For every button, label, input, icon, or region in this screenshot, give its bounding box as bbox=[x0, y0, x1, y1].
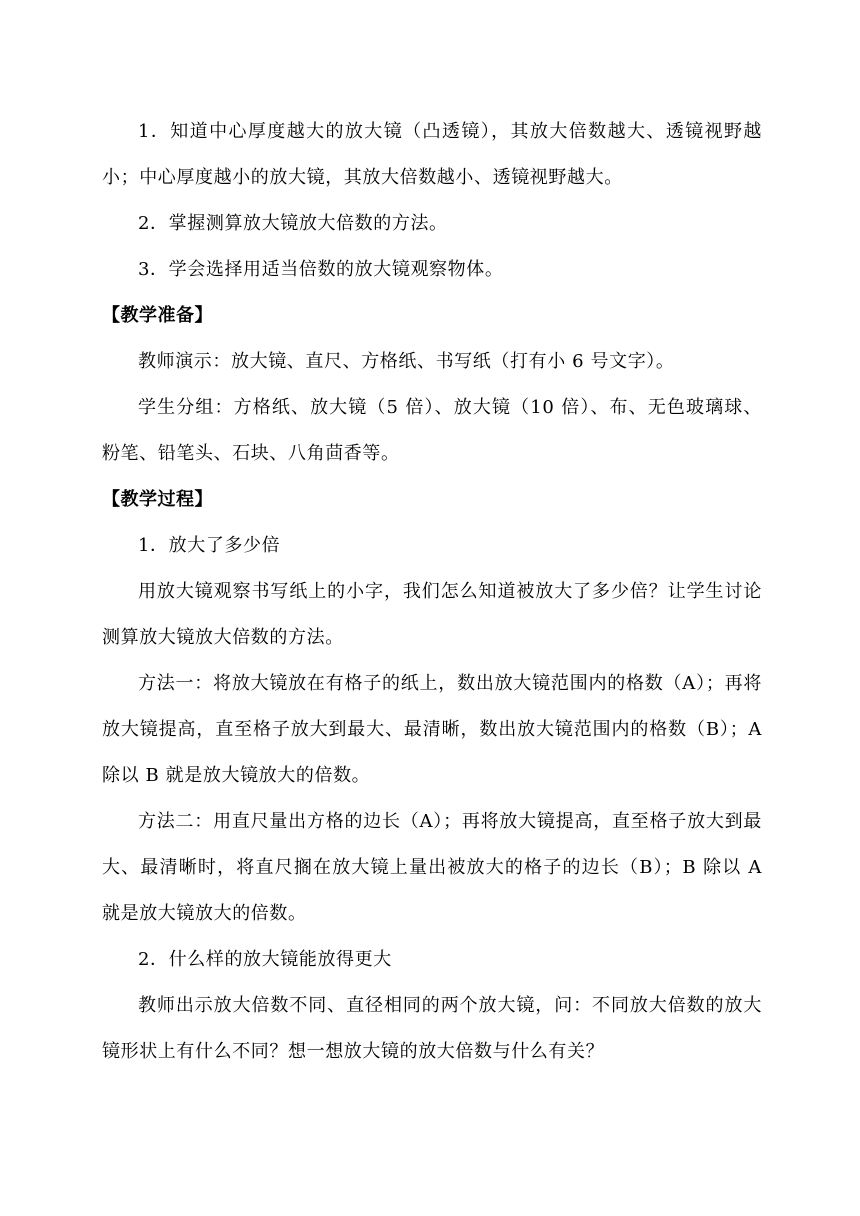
document-body bbox=[102, 109, 762, 1075]
objective-3: 3．学会选择用适当倍数的放大镜观察物体。 bbox=[138, 259, 504, 280]
preparation-heading: 【教学准备】 bbox=[102, 305, 213, 326]
process-heading: 【教学过程】 bbox=[102, 489, 213, 510]
teacher-demo-materials: 教师演示：放大镜、直尺、方格纸、书写纸（打有小 6 号文字）。 bbox=[138, 351, 675, 372]
step-2-text: 教师出示放大倍数不同、直径相同的两个放大镜，问：不同放大倍数的放大镜形状上有什么不同？想一想放大镜的放大倍数与什么有关？ bbox=[102, 995, 762, 1062]
student-group-materials: 学生分组：方格纸、放大镜（5 倍）、放大镜（10 倍）、布、无色玻璃球、粉笔、铅笔头、石块、八角茴香等。 bbox=[102, 397, 762, 464]
step-2-title: 2．什么样的放大镜能放得更大 bbox=[138, 949, 392, 970]
step-1-intro: 用放大镜观察书写纸上的小字，我们怎么知道被放大了多少倍？让学生讨论测算放大镜放大倍数的方法。 bbox=[102, 581, 762, 648]
objective-2: 2．掌握测算放大镜放大倍数的方法。 bbox=[138, 213, 448, 234]
objective-1: 1．知道中心厚度越大的放大镜（凸透镜），其放大倍数越大、透镜视野越小；中心厚度越小的放大镜，其放大倍数越小、透镜视野越大。 bbox=[102, 121, 762, 188]
step-1-title: 1．放大了多少倍 bbox=[138, 535, 281, 556]
method-2: 方法二：用直尺量出方格的边长（A）；再将放大镜提高，直至格子放大到最大、最清晰时，将直尺搁在放大镜上量出被放大的格子的边长（B）；B 除以 A 就是放大镜放大的倍数。 bbox=[102, 811, 762, 924]
method-1: 方法一：将放大镜放在有格子的纸上，数出放大镜范围内的格数（A）；再将放大镜提高，直至格子放大到最大、最清晰，数出放大镜范围内的格数（B）；A 除以 B 就是放大镜放大的倍数。 bbox=[102, 673, 762, 786]
